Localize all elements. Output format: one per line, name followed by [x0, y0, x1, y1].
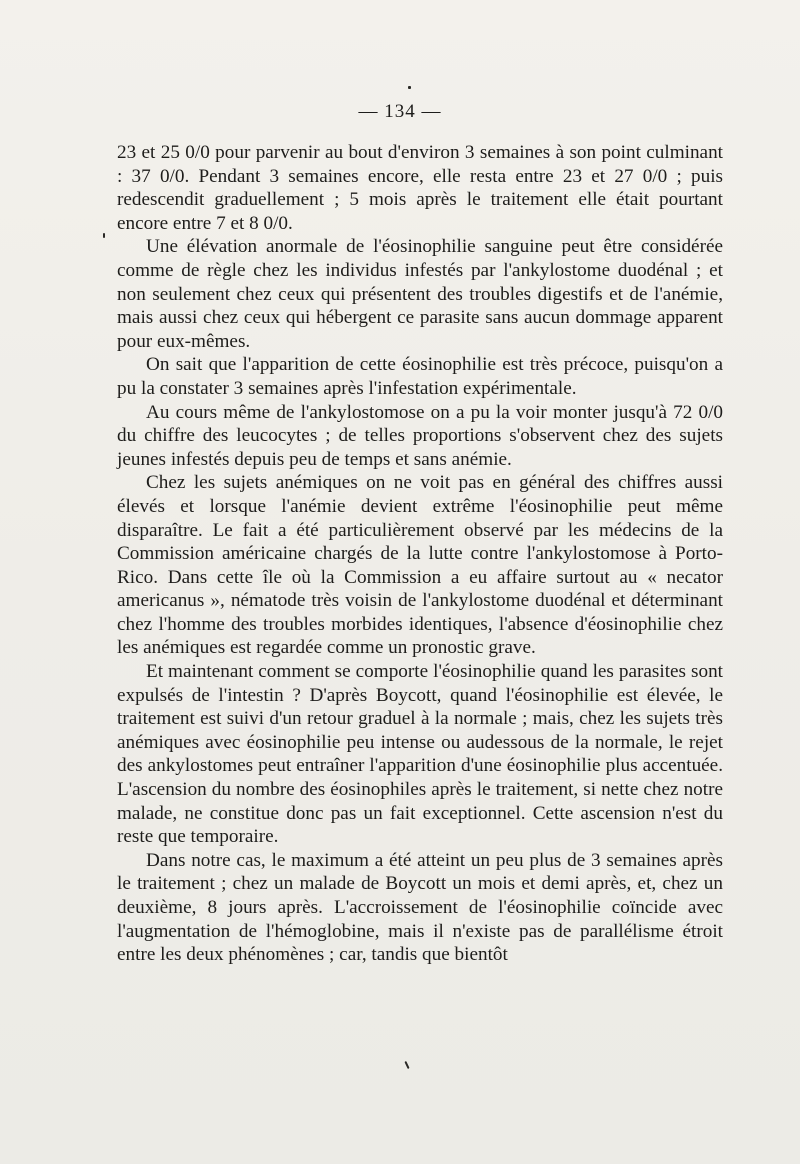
paragraph-3: On sait que l'apparition de cette éosinophilie est très précoce, puisqu'on a pu la constater 3 semaines après l'infestation expérimentale.	[117, 354, 723, 399]
paragraph-6: Et maintenant comment se comporte l'éosinophilie quand les parasites sont expulsés de l'intestin ? D'après Boycott, quand l'éosinophilie est élevée, le traitement est suivi d'un retour graduel à la normale ; mais, chez les sujets très anémiques avec éosinophilie peu intense ou audessous de la normale, le rejet des ankylostomes peut entraîner l'apparition d'une éosinophilie plus accentuée. L'ascension du nombre des éosinophiles après le traitement, si nette chez notre malade, ne constitue donc pas un fait exceptionnel. Cette ascension n'est du reste que temporaire.	[117, 661, 723, 848]
paragraph-1: 23 et 25 0/0 pour parvenir au bout d'environ 3 semaines à son point culminant : 37 0/0. Pendant 3 semaines encore, elle resta entre 23 et 27 0/0 ; puis redescendit graduellement ; 5 mois après le traitement elle était pourtant encore entre 7 et 8 0/0.	[117, 142, 723, 234]
page-number: — 134 —	[358, 101, 442, 122]
paragraph-2: Une élévation anormale de l'éosinophilie sanguine peut être considérée comme de règle chez les individus infestés par l'ankylostome duodénal ; et non seulement chez ceux qui présentent des troubles digestifs et de l'anémie, mais aussi chez ceux qui hébergent ce parasite sans aucun dommage apparent pour eux-mêmes.	[117, 236, 723, 352]
paragraph-4: Au cours même de l'ankylostomose on a pu la voir monter jusqu'à 72 0/0 du chiffre des leucocytes ; de telles proportions s'observent chez des sujets jeunes infestés depuis peu de temps et sans anémie.	[117, 401, 723, 470]
body-text	[117, 141, 723, 967]
scan-speck-left	[103, 233, 105, 238]
scan-speck-top	[408, 86, 411, 89]
paragraph-5: Chez les sujets anémiques on ne voit pas en général des chiffres aussi élevés et lorsque l'anémie devient extrême l'éosinophilie peut même disparaître. Le fait a été particulièrement observé par les médecins de la Commission américaine chargés de la lutte contre l'ankylostomose à Porto-Rico. Dans cette île où la Commission a eu affaire surtout au « necator americanus », nématode très voisin de l'ankylostome duodénal et déterminant chez l'homme des troubles morbides identiques, l'absence d'éosinophilie chez les anémiques est regardée comme un pronostic grave.	[117, 472, 723, 659]
scan-speck-bottom	[404, 1061, 409, 1069]
paragraph-7: Dans notre cas, le maximum a été atteint un peu plus de 3 semaines après le traitement ; chez un malade de Boycott un mois et demi après, et, chez un deuxième, 8 jours après. L'accroissement de l'éosinophilie coïncide avec l'augmentation de l'hémoglobine, mais il n'existe pas de parallélisme étroit entre les deux phénomènes ; car, tandis que bientôt	[117, 849, 723, 966]
